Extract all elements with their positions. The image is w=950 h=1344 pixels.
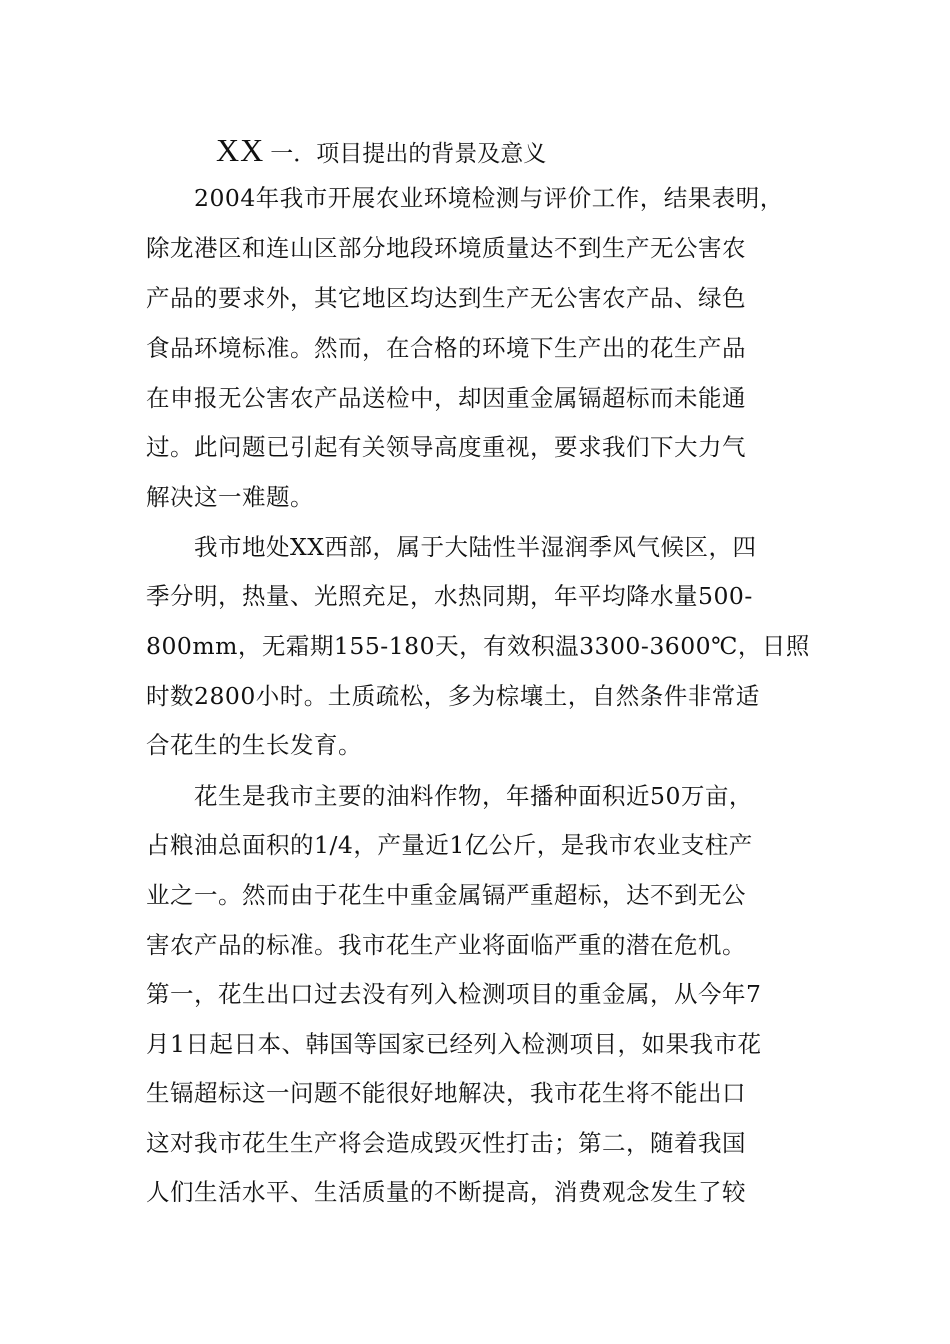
- paragraph-3-line-9: 人们生活水平、生活质量的不断提高，消费观念发生了较: [146, 1178, 746, 1206]
- paragraph-2-line-3: 800mm，无霜期155-180天，有效积温3300-3600℃，日照: [146, 632, 810, 660]
- paragraph-3-line-4: 害农产品的标准。我市花生产业将面临严重的潜在危机。: [146, 931, 746, 959]
- paragraph-2-line-1: 我市地处XX西部，属于大陆性半湿润季风气候区，四: [194, 533, 757, 561]
- paragraph-1-line-6: 过。此问题已引起有关领导高度重视，要求我们下大力气: [146, 433, 746, 461]
- paragraph-3-line-6: 月1日起日本、韩国等国家已经列入检测项目，如果我市花: [146, 1030, 762, 1058]
- paragraph-1-line-2: 除龙港区和连山区部分地段环境质量达不到生产无公害农: [146, 234, 746, 262]
- paragraph-2-line-5: 合花生的生长发育。: [146, 731, 362, 759]
- paragraph-2-line-2: 季分明，热量、光照充足，水热同期，年平均降水量500-: [146, 582, 753, 610]
- heading-title: 一．项目提出的背景及意义: [270, 141, 547, 167]
- paragraph-3-line-7: 生镉超标这一问题不能很好地解决，我市花生将不能出口: [146, 1079, 746, 1107]
- paragraph-3-line-8: 这对我市花生生产将会造成毁灭性打击；第二，随着我国: [146, 1129, 746, 1157]
- paragraph-2-line-4: 时数2800小时。土质疏松，多为棕壤土，自然条件非常适: [146, 682, 760, 710]
- heading-prefix: XX: [216, 132, 265, 168]
- section-heading: [216, 130, 546, 176]
- paragraph-3-line-3: 业之一。然而由于花生中重金属镉严重超标，达不到无公: [146, 881, 746, 909]
- paragraph-3-line-5: 第一，花生出口过去没有列入检测项目的重金属，从今年7: [146, 980, 762, 1008]
- paragraph-1-line-1: 2004年我市开展农业环境检测与评价工作，结果表明，: [194, 184, 784, 212]
- paragraph-1-line-5: 在申报无公害农产品送检中，却因重金属镉超标而未能通: [146, 384, 746, 412]
- paragraph-1-line-4: 食品环境标准。然而，在合格的环境下生产出的花生产品: [146, 334, 746, 362]
- paragraph-3-line-2: 占粮油总面积的1/4，产量近1亿公斤，是我市农业支柱产: [146, 831, 753, 859]
- paragraph-1-line-3: 产品的要求外，其它地区均达到生产无公害农产品、绿色: [146, 284, 746, 312]
- paragraph-3-line-1: 花生是我市主要的油料作物，年播种面积近50万亩，: [194, 782, 753, 810]
- paragraph-1-line-7: 解决这一难题。: [146, 483, 314, 511]
